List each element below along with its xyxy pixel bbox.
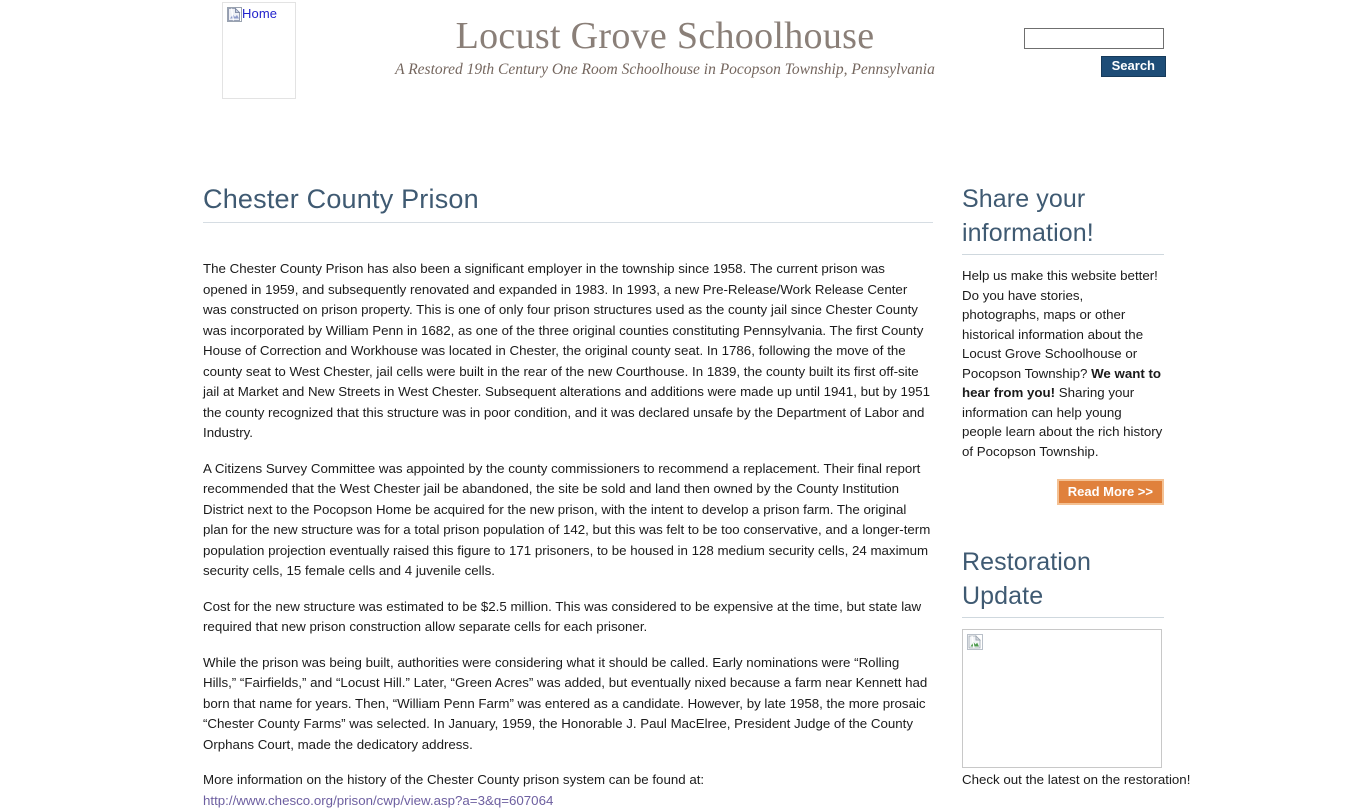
site-tagline: A Restored 19th Century One Room Schoolhouse in Pocopson Township, Pennsylvania [395,61,935,78]
broken-image-icon [967,634,983,650]
content-paragraph: The Chester County Prison has also been a significant employer in the township since 1958. The current prison was opened in 1959, and subsequently renovated and expanded in 1983. In 1993, a new Pre-Release/Work Release Center was constructed on prison property. This is one of only four prison structures used as the county jail since Chester County was incorporated by William Penn in 1682, as one of the three original counties constituting Pennsylvania. The first County House of Correction and Workhouse was located in Chester, the original county seat. In 1786, following the move of the county seat to West Chester, jail cells were built in the rear of the new Courthouse. In 1839, the county built its first off-site jail at Market and New Streets in West Chester. Subsequent alterations and additions were made up until 1941, but by 1951 the county recognized that this structure was in poor condition, and it was declared unsafe by the Department of Labor and Industry. [203,261,931,440]
page-title: Chester County Prison [203,184,479,214]
share-information-text [962,266,1164,461]
share-text-part-1: Help us make this website better! Do you have stories, photographs, maps or other historical information about the Locust Grove Schoolhouse or Pocopson Township? [962,268,1158,381]
share-text-emphasis: We want to hear from you! [962,365,1162,400]
site-header [0,0,1366,112]
restoration-update-heading: Restoration Update [962,548,1091,610]
read-more-wrapper [962,479,1164,505]
search-area [1024,28,1166,77]
restoration-update-section [962,545,1191,790]
share-information-divider [962,254,1164,255]
share-information-section [962,182,1164,505]
site-title: Locust Grove Schoolhouse [455,15,875,57]
share-information-heading: Share your information! [962,185,1094,247]
title-divider [203,222,933,223]
sidebar-column [962,182,1191,790]
content-paragraph: A Citizens Survey Committee was appointed by the county commissioners to recommend a replacement. Their final report recommended that the West Chester jail be abandoned, the site be sold and land then owned by the County Institution District next to the Pocopson Home be acquired for the new prison, with the intent to develop a prison farm. The original plan for the new structure was for a total prison population of 142, but this was felt to be too conservative, and a longer-term population projection eventually raised this figure to 171 prisoners, to be housed in 128 medium security cells, 24 maximum security cells, 15 female cells and 4 juvenile cells. [203,460,931,578]
restoration-image-placeholder[interactable] [962,629,1162,768]
external-link-intro: More information on the history of the Chester County prison system can be found at: [203,772,705,787]
content-paragraph: Cost for the new structure was estimated to be $2.5 million. This was considered to be expensive at the time, but state law required that new prison construction allow separate cells for each prisoner. [203,598,922,634]
broken-image-icon [227,7,242,22]
external-link[interactable]: http://www.chesco.org/prison/cwp/view.asp?a=3&q=607064 [203,792,554,808]
search-button[interactable]: Search [1101,56,1166,77]
restoration-update-divider [962,617,1164,618]
home-link-content [227,6,277,24]
share-text-part-2: Sharing your information can help young people learn about the rich history of Pocopson Township. [962,385,1163,459]
home-link[interactable] [222,2,296,99]
restoration-update-caption: Check out the latest on the restoration! [962,772,1191,787]
main-content-column [203,182,933,811]
content-paragraph: While the prison was being built, authorities were considering what it should be called. Early nominations were “Rolling Hills,” “Fairfields,” and “Locust Hill.” Later, “Green Acres” was added, but eventually nixed because a farm near Kennett had born that name for years. Then, “William Penn Farm” was entered as a candidate. However, by late 1958, the more prosaic “Chester County Farms” was selected. In January, 1959, the Honorable J. Paul MacElree, President Judge of the County Orphans Court, made the dedicatory address. [203,654,928,752]
search-input[interactable] [1024,28,1164,49]
home-link-alt-text: Home [242,6,278,21]
read-more-button[interactable]: Read More >> [1057,479,1164,505]
